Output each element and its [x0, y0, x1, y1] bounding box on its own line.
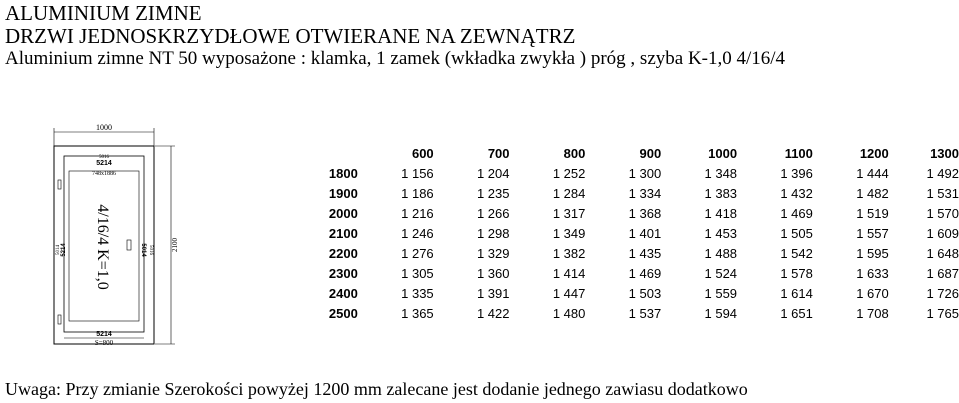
price-cell: 1 542 [780, 246, 813, 261]
product-description: Aluminium zimne NT 50 wyposażone : klamka, 1 zamek (wkładka zwykła ) próg , szyba K-1,0 4/16/4 [5, 48, 786, 69]
table-row [313, 244, 959, 264]
width-header: 1000 [708, 146, 738, 161]
width-header: 700 [487, 146, 510, 161]
price-cell: 1 687 [926, 266, 959, 281]
table-row [313, 304, 959, 324]
price-cell: 1 266 [476, 206, 510, 221]
price-cell: 1 505 [780, 226, 813, 241]
price-cell: 1 317 [552, 206, 586, 221]
price-cell: 1 349 [552, 226, 586, 241]
price-cell: 1 614 [780, 286, 813, 301]
price-table-header-row [313, 144, 959, 164]
price-cell: 1 348 [704, 166, 738, 181]
price-cell: 1 651 [780, 306, 813, 321]
table-row [313, 164, 959, 184]
width-header: 600 [411, 146, 434, 161]
price-cell: 1 559 [704, 286, 738, 301]
price-cell: 1 488 [704, 246, 738, 261]
price-cell: 1 537 [628, 306, 662, 321]
price-cell: 1 765 [926, 306, 959, 321]
table-row [313, 264, 959, 284]
height-header: 2300 [328, 266, 358, 281]
price-cell: 1 482 [856, 186, 889, 201]
price-cell: 1 469 [628, 266, 662, 281]
price-cell: 1 298 [476, 226, 510, 241]
price-cell: 1 401 [628, 226, 662, 241]
price-cell: 1 492 [926, 166, 959, 181]
top-profile-small-label: 5016 [99, 155, 109, 160]
price-cell: 1 531 [926, 186, 959, 201]
price-cell: 1 382 [552, 246, 586, 261]
price-table-corner [313, 144, 358, 164]
door-handle-icon [127, 240, 131, 250]
product-title: DRZWI JEDNOSKRZYDŁOWE OTWIERANE NA ZEWNĄTRZ [5, 24, 576, 48]
bottom-profile-label: 5214 [96, 331, 112, 338]
document-title: ALUMINIUM ZIMNE [5, 1, 202, 25]
price-cell: 1 557 [856, 226, 889, 241]
table-row [313, 224, 959, 244]
price-cell: 1 594 [704, 306, 738, 321]
price-cell: 1 414 [552, 266, 586, 281]
table-row [313, 284, 959, 304]
price-cell: 1 578 [780, 266, 813, 281]
price-cell: 1 595 [856, 246, 889, 261]
price-cell: 1 570 [926, 206, 959, 221]
price-cell: 1 422 [476, 306, 510, 321]
height-header: 2200 [328, 246, 358, 261]
height-header: 2500 [328, 306, 358, 321]
price-cell: 1 524 [704, 266, 738, 281]
price-cell: 1 156 [401, 166, 434, 181]
price-cell: 1 670 [856, 286, 889, 301]
width-header: 1200 [859, 146, 889, 161]
left-profile-small-label: 5014 [56, 245, 61, 255]
width-header: 800 [563, 146, 586, 161]
price-cell: 1 503 [628, 286, 662, 301]
price-cell: 1 368 [628, 206, 662, 221]
price-cell: 1 453 [704, 226, 738, 241]
price-cell: 1 252 [552, 166, 586, 181]
price-cell: 1 335 [401, 286, 434, 301]
height-header: 2100 [328, 226, 358, 241]
price-cell: 1 305 [401, 266, 434, 281]
price-cell: 1 648 [926, 246, 959, 261]
price-cell: 1 216 [401, 206, 434, 221]
price-cell: 1 469 [780, 206, 813, 221]
price-cell: 1 633 [856, 266, 889, 281]
width-header: 1100 [784, 146, 813, 161]
price-cell: 1 276 [401, 246, 434, 261]
hinge-top-icon [58, 180, 61, 189]
glass-spec-label: 4/16/4 K=1,0 [94, 204, 111, 290]
price-cell: 1 726 [926, 286, 959, 301]
price-cell: 1 435 [628, 246, 662, 261]
price-cell: 1 396 [780, 166, 813, 181]
left-profile-label: 5214 [61, 243, 67, 257]
price-cell: 1 391 [476, 286, 510, 301]
price-cell: 1 300 [628, 166, 662, 181]
price-cell: 1 480 [552, 306, 586, 321]
table-row [313, 204, 959, 224]
height-header: 1800 [328, 166, 358, 181]
door-drawing [52, 122, 182, 348]
price-cell: 1 432 [780, 186, 813, 201]
table-row [313, 184, 959, 204]
price-table [313, 144, 959, 324]
price-cell: 1 519 [856, 206, 889, 221]
price-cell: 1 444 [856, 166, 889, 181]
price-cell: 1 360 [476, 266, 510, 281]
price-cell: 1 418 [704, 206, 738, 221]
glass-size-label: 748x1886 [92, 171, 116, 177]
price-cell: 1 383 [704, 186, 738, 201]
price-cell: 1 246 [401, 226, 434, 241]
footer-note: Uwaga: Przy zmianie Szerokości powyżej 1200 mm zalecane jest dodanie jednego zawiasu dodatkowo [5, 379, 748, 399]
height-header: 2000 [328, 206, 358, 221]
height-header: 2400 [328, 286, 358, 301]
price-cell: 1 204 [476, 166, 510, 181]
door-drawing-svg [52, 122, 182, 348]
sash-width-label: S=800 [94, 339, 114, 347]
price-cell: 1 235 [476, 186, 510, 201]
price-cell: 1 186 [401, 186, 434, 201]
width-header: 900 [639, 146, 662, 161]
price-cell: 1 447 [552, 286, 586, 301]
right-profile-small-label: 5016 [148, 245, 153, 255]
right-profile-label: 5014 [140, 243, 146, 257]
price-cell: 1 329 [476, 246, 510, 261]
price-cell: 1 365 [401, 306, 434, 321]
top-profile-label: 5214 [96, 160, 112, 167]
height-header: 1900 [328, 186, 358, 201]
price-cell: 1 708 [856, 306, 889, 321]
price-cell: 1 334 [628, 186, 662, 201]
price-cell: 1 609 [926, 226, 959, 241]
hinge-bottom-icon [58, 315, 61, 324]
price-cell: 1 284 [552, 186, 586, 201]
width-dimension-label: 1000 [96, 123, 112, 132]
width-header: 1300 [930, 146, 959, 161]
height-dimension-label: 2100 [171, 238, 179, 252]
